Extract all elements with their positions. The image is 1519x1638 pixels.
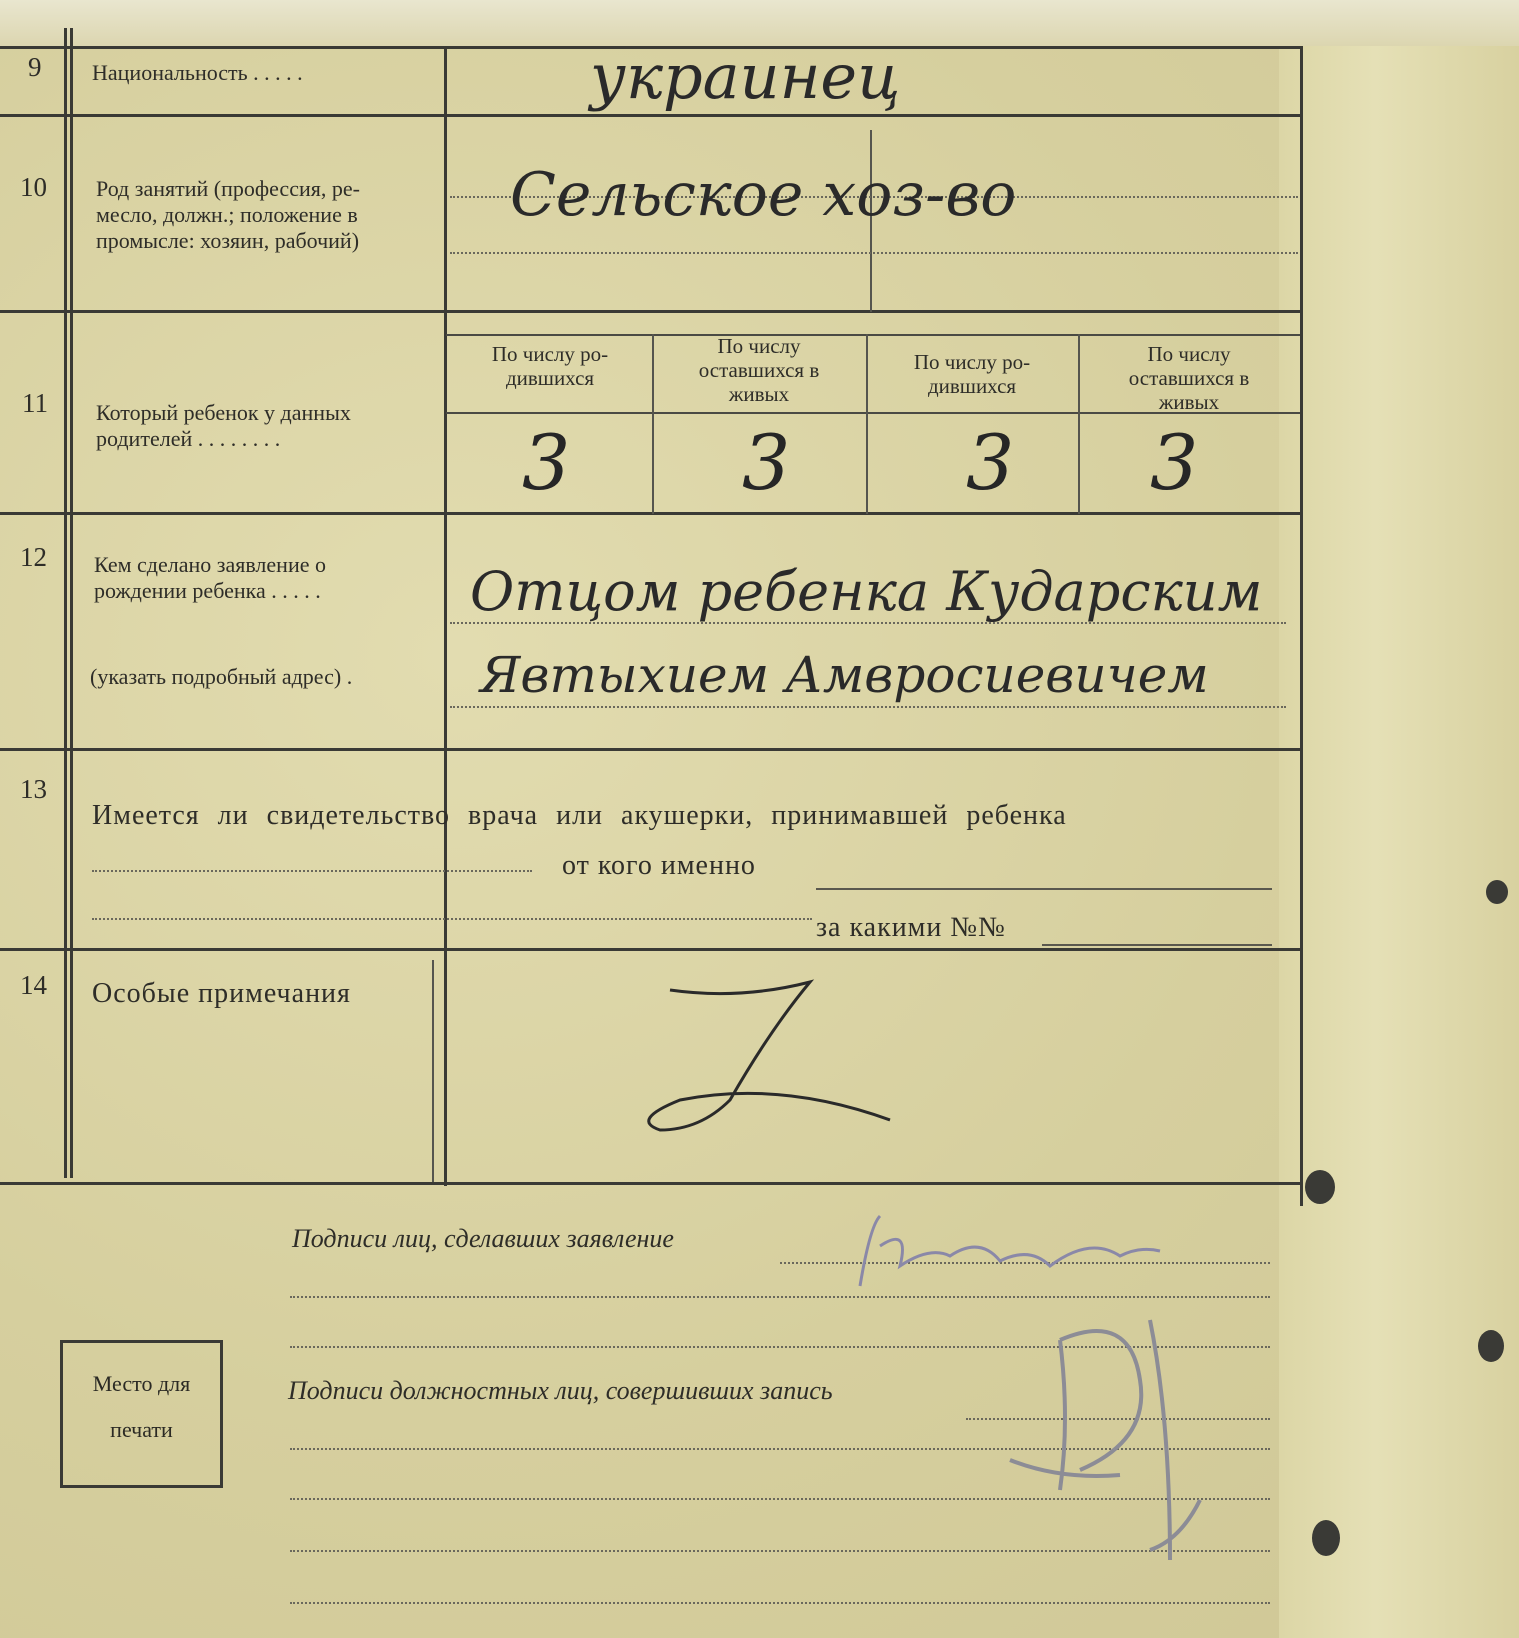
row-divider <box>446 334 1300 336</box>
declarant-value: Отцом ребенка Кударским <box>470 560 1263 623</box>
column-divider <box>652 334 654 514</box>
column-divider <box>432 960 434 1182</box>
notes-dash-mark <box>620 970 920 1160</box>
row-divider <box>0 748 1300 751</box>
frame-right <box>1300 46 1303 1206</box>
dotted-line <box>92 870 532 872</box>
underline <box>1042 944 1272 946</box>
dotted-line <box>450 252 1298 254</box>
column-divider <box>444 46 447 1186</box>
from-whom-label: от кого именно <box>562 850 756 881</box>
child-count-value: 3 <box>742 418 791 507</box>
row-number: 11 <box>22 388 48 418</box>
occupation-label: Род занятий (профессия, ре- месло, должн.; положение в промысле: хозяин, рабочий) <box>96 176 360 253</box>
frame-left-inner <box>70 28 73 1178</box>
underline <box>816 888 1272 890</box>
row-divider <box>0 310 1303 313</box>
col-header-alive: По числу оставшихся в живых <box>698 334 820 406</box>
dotted-line <box>290 1602 1270 1604</box>
notes-label: Особые примечания <box>92 978 351 1009</box>
child-order-label: Который ребенок у данных родителей . . . . . . . . <box>96 400 351 451</box>
stamp-label: Место для <box>92 1371 191 1396</box>
column-divider <box>1078 334 1080 514</box>
child-count-value: 3 <box>1150 418 1199 507</box>
declarant-value: Явтыхием Амвросиевичем <box>480 646 1209 704</box>
row-number: 14 <box>20 970 47 1000</box>
stamp-place-box <box>60 1340 223 1488</box>
address-label: (указать подробный адрес) . <box>90 664 353 689</box>
row-divider <box>0 512 1300 515</box>
stamp-label: печати <box>110 1417 173 1442</box>
frame-left <box>64 28 67 1178</box>
nationality-value: украинец <box>590 40 901 113</box>
punch-hole <box>1305 1170 1335 1204</box>
child-count-value: 3 <box>522 418 571 507</box>
row-number: 12 <box>20 542 47 572</box>
col-header-born: По числу ро- дившихся <box>913 350 1031 398</box>
row-divider <box>0 1182 1300 1185</box>
numbers-label: за какими №№ <box>816 912 1006 943</box>
occupation-value: Сельское хоз-во <box>510 160 1017 230</box>
row-number: 10 <box>20 172 47 202</box>
dotted-line <box>92 918 812 920</box>
child-count-value: 3 <box>966 418 1015 507</box>
column-divider <box>866 334 868 514</box>
officials-signature-label: Подписи должностных лиц, совершивших запись <box>288 1376 833 1405</box>
punch-hole <box>1478 1330 1504 1362</box>
certificate-question: Имеется ли свидетельство врача или акушерки, принимавшей ребенка <box>92 800 1067 831</box>
applicants-signature-label: Подписи лиц, сделавших заявление <box>292 1224 674 1253</box>
punch-hole <box>1486 880 1508 904</box>
page-edge <box>1279 0 1519 1638</box>
dotted-line <box>450 706 1286 708</box>
row-number: 13 <box>20 774 47 804</box>
col-header-alive: По числу оставшихся в живых <box>1128 342 1250 414</box>
row-number: 9 <box>28 52 42 82</box>
col-header-born: По числу ро- дившихся <box>491 342 609 390</box>
row-divider <box>0 948 1300 951</box>
nationality-label: Национальность . . . . . <box>92 60 303 85</box>
official-signature <box>1000 1300 1260 1600</box>
declarant-label: Кем сделано заявление о рождении ребенка . . . . . <box>94 552 326 603</box>
row-divider <box>0 114 1303 117</box>
punch-hole <box>1312 1520 1340 1556</box>
